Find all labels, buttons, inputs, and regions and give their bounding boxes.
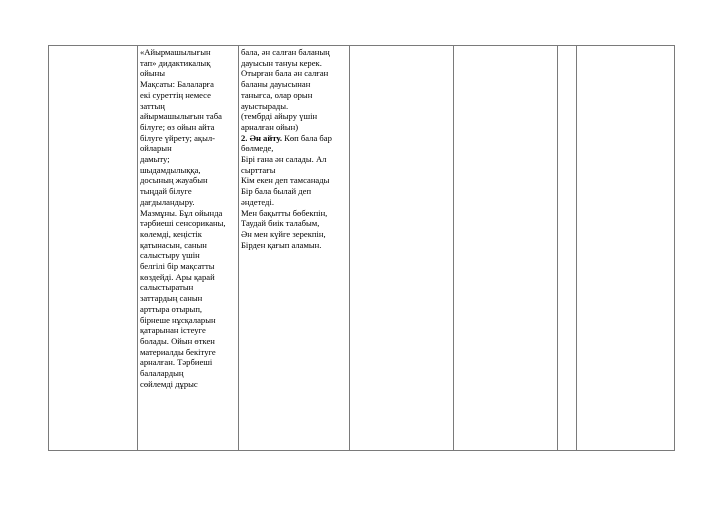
- section-heading-rest: Көп бала бар: [281, 132, 332, 143]
- text-line: екі суреттің немесе: [140, 89, 211, 100]
- text-line: сөйлемді дұрыс: [140, 378, 198, 389]
- text-line: айырмашылығын таба: [140, 111, 222, 122]
- text-line: білуге үйрету; ақыл-: [140, 132, 216, 143]
- text-line: танығса, олар орын: [241, 89, 313, 100]
- text-line: әндетеді.: [241, 196, 274, 207]
- text-line: (тембрді айыру үшін: [241, 111, 318, 122]
- text-line: досының жауабын: [140, 175, 208, 186]
- text-line: Бірі ғана ән салады. Ал: [241, 154, 327, 165]
- text-line: салыстыру үшін: [140, 250, 200, 261]
- text-line: белгілі бір мақсатты: [140, 261, 215, 272]
- game-description-cell: [138, 46, 239, 451]
- table-cell-empty-7: [577, 46, 675, 451]
- text-line: Мақсаты: Балаларға: [140, 79, 214, 90]
- text-line: Кім екен деп тамсанады: [241, 175, 330, 186]
- text-line: Ән мен күйге зерекпін,: [241, 228, 326, 239]
- song-game-cell: [239, 46, 350, 451]
- text-line: тәрбиеші сенсориканы,: [140, 218, 226, 229]
- text-line: дамыту;: [140, 154, 170, 165]
- text-line: Таудай биік талабым,: [241, 218, 320, 229]
- table-cell-empty-6: [558, 46, 577, 451]
- lesson-table: [48, 45, 675, 451]
- text-line: дағдыландыру.: [140, 196, 195, 207]
- text-line: арналған. Тәрбиеші: [140, 357, 213, 368]
- text-line: Бірден қағып аламын.: [241, 239, 322, 250]
- text-line: тыңдай білуге: [140, 186, 192, 197]
- text-line: ойларын: [140, 143, 172, 154]
- text-line: Бір бала былай деп: [241, 186, 312, 197]
- text-line: балалардың: [140, 368, 184, 379]
- text-line: көздейді. Ары қарай: [140, 271, 215, 282]
- text-line: бала, ән салған баланың: [241, 47, 330, 57]
- text-line: салыстыратын: [140, 282, 194, 293]
- text-line: ауыстырады.: [241, 100, 289, 111]
- text-line: білуге; өз ойын айта: [140, 121, 215, 132]
- table-cell-empty-4: [350, 46, 454, 451]
- table-cell-empty-1: [49, 46, 138, 451]
- table-cell-empty-5: [454, 46, 558, 451]
- text-line: болады. Ойын өткен: [140, 335, 215, 346]
- text-line: қатарынан істеуге: [140, 325, 206, 336]
- text-line: сырттағы: [241, 164, 276, 175]
- text-line: ойыны: [140, 68, 166, 79]
- text-line: көлемді, кеңістік: [140, 228, 202, 239]
- text-line: тап» дидактикалық: [140, 57, 211, 68]
- text-line: Отырған бала ән салған: [241, 68, 329, 79]
- text-line: материалды бекітуге: [140, 346, 216, 357]
- text-line: баланы дауысынан: [241, 79, 311, 90]
- text-line: бөлмеде,: [241, 143, 274, 154]
- text-line: арттыра отырып,: [140, 303, 203, 314]
- text-line: қатынасын, санын: [140, 239, 207, 250]
- text-line: дауысын тануы керек.: [241, 57, 322, 68]
- text-line: бірнеше нұсқаларын: [140, 314, 216, 325]
- text-line: Мазмұны. Бұл ойында: [140, 207, 223, 218]
- text-line: арналған ойын): [241, 121, 299, 132]
- text-line: заттардың санын: [140, 293, 203, 304]
- text-line: заттың: [140, 100, 165, 111]
- table-row: [49, 46, 675, 451]
- text-line: шыдамдылыққа,: [140, 164, 201, 175]
- section-heading: 2. Ән айту.: [241, 132, 282, 143]
- section-heading-line: [241, 133, 347, 144]
- text-line: «Айырмашылығын: [140, 47, 211, 57]
- text-line: Мен бақытты бөбекпін,: [241, 207, 328, 218]
